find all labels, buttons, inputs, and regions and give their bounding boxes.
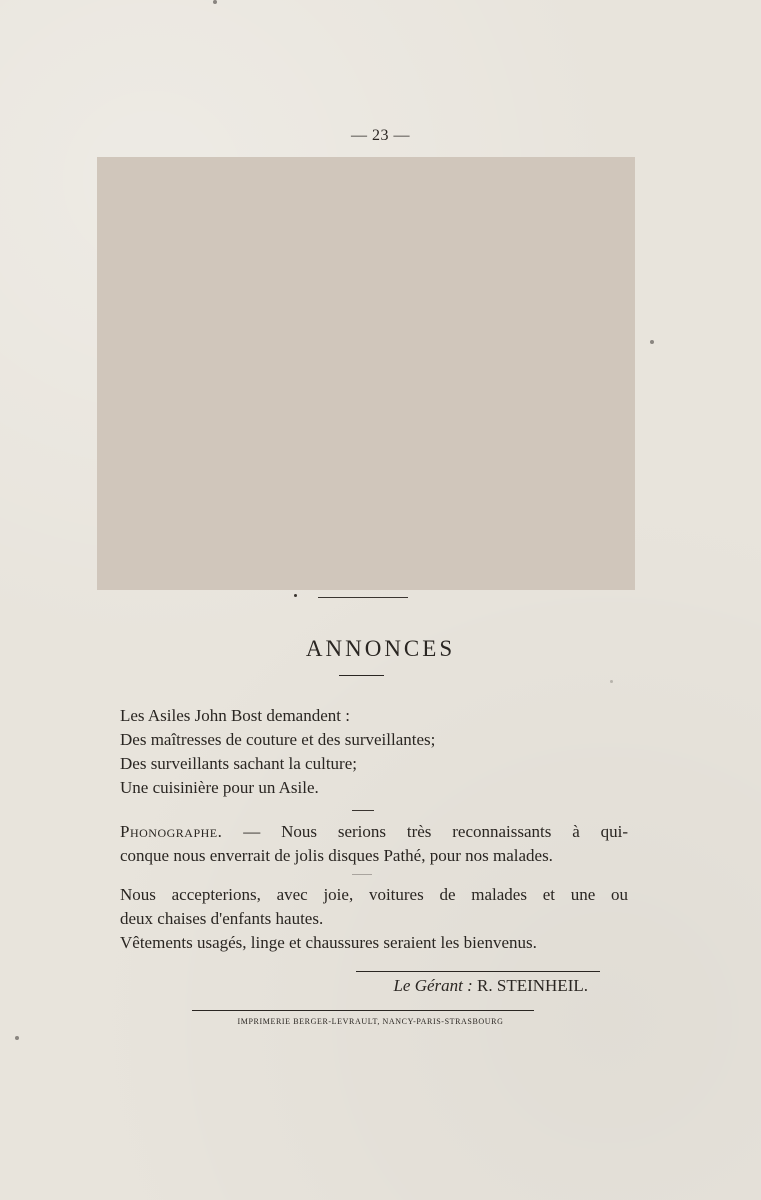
heading-underline <box>339 675 384 676</box>
paper-speck <box>15 1036 19 1040</box>
page-number: — 23 — <box>351 127 410 144</box>
signature <box>356 974 588 998</box>
paper-speck <box>610 680 613 683</box>
requests-paragraph <box>120 704 630 800</box>
phonograph-line-2: conque nous enverrait de jolis disques Pathé, pour nos malades. <box>120 846 553 865</box>
image-placeholder <box>97 157 635 590</box>
phonograph-text-1: — Nous serions très reconnaissants à qui- <box>243 822 629 841</box>
signature-rule <box>356 971 600 972</box>
phonograph-label: Phonographe. <box>120 822 223 841</box>
ornament-rule <box>318 597 408 598</box>
request-item: Des maîtresses de couture et des surveillantes; <box>120 730 436 749</box>
announcements-heading: ANNONCES <box>305 636 456 661</box>
donations-line-3: Vêtements usagés, linge et chaussures seraient les bienvenus. <box>120 933 537 952</box>
ornament-dot <box>294 594 297 597</box>
paper-speck <box>650 340 654 344</box>
faint-divider <box>352 874 372 875</box>
donations-paragraph <box>120 883 628 955</box>
printer-rule <box>192 1010 534 1011</box>
phonograph-paragraph <box>120 820 628 868</box>
requests-intro: Les Asiles John Bost demandent : <box>120 706 350 725</box>
paper-speck <box>213 0 217 4</box>
request-item: Une cuisinière pour un Asile. <box>120 778 319 797</box>
signature-name: R. STEINHEIL. <box>477 976 588 995</box>
printer-imprint: IMPRIMERIE BERGER-LEVRAULT, NANCY-PARIS-STRASBOURG <box>237 1017 504 1026</box>
donations-line-1: Nous accepterions, avec joie, voitures de malades et une ou <box>120 885 628 904</box>
signature-role: Le Gérant : <box>393 976 473 995</box>
phonograph-line-1 <box>120 820 628 844</box>
donations-line-2: deux chaises d'enfants hautes. <box>120 909 324 928</box>
request-item: Des surveillants sachant la culture; <box>120 754 357 773</box>
section-divider <box>352 810 374 811</box>
